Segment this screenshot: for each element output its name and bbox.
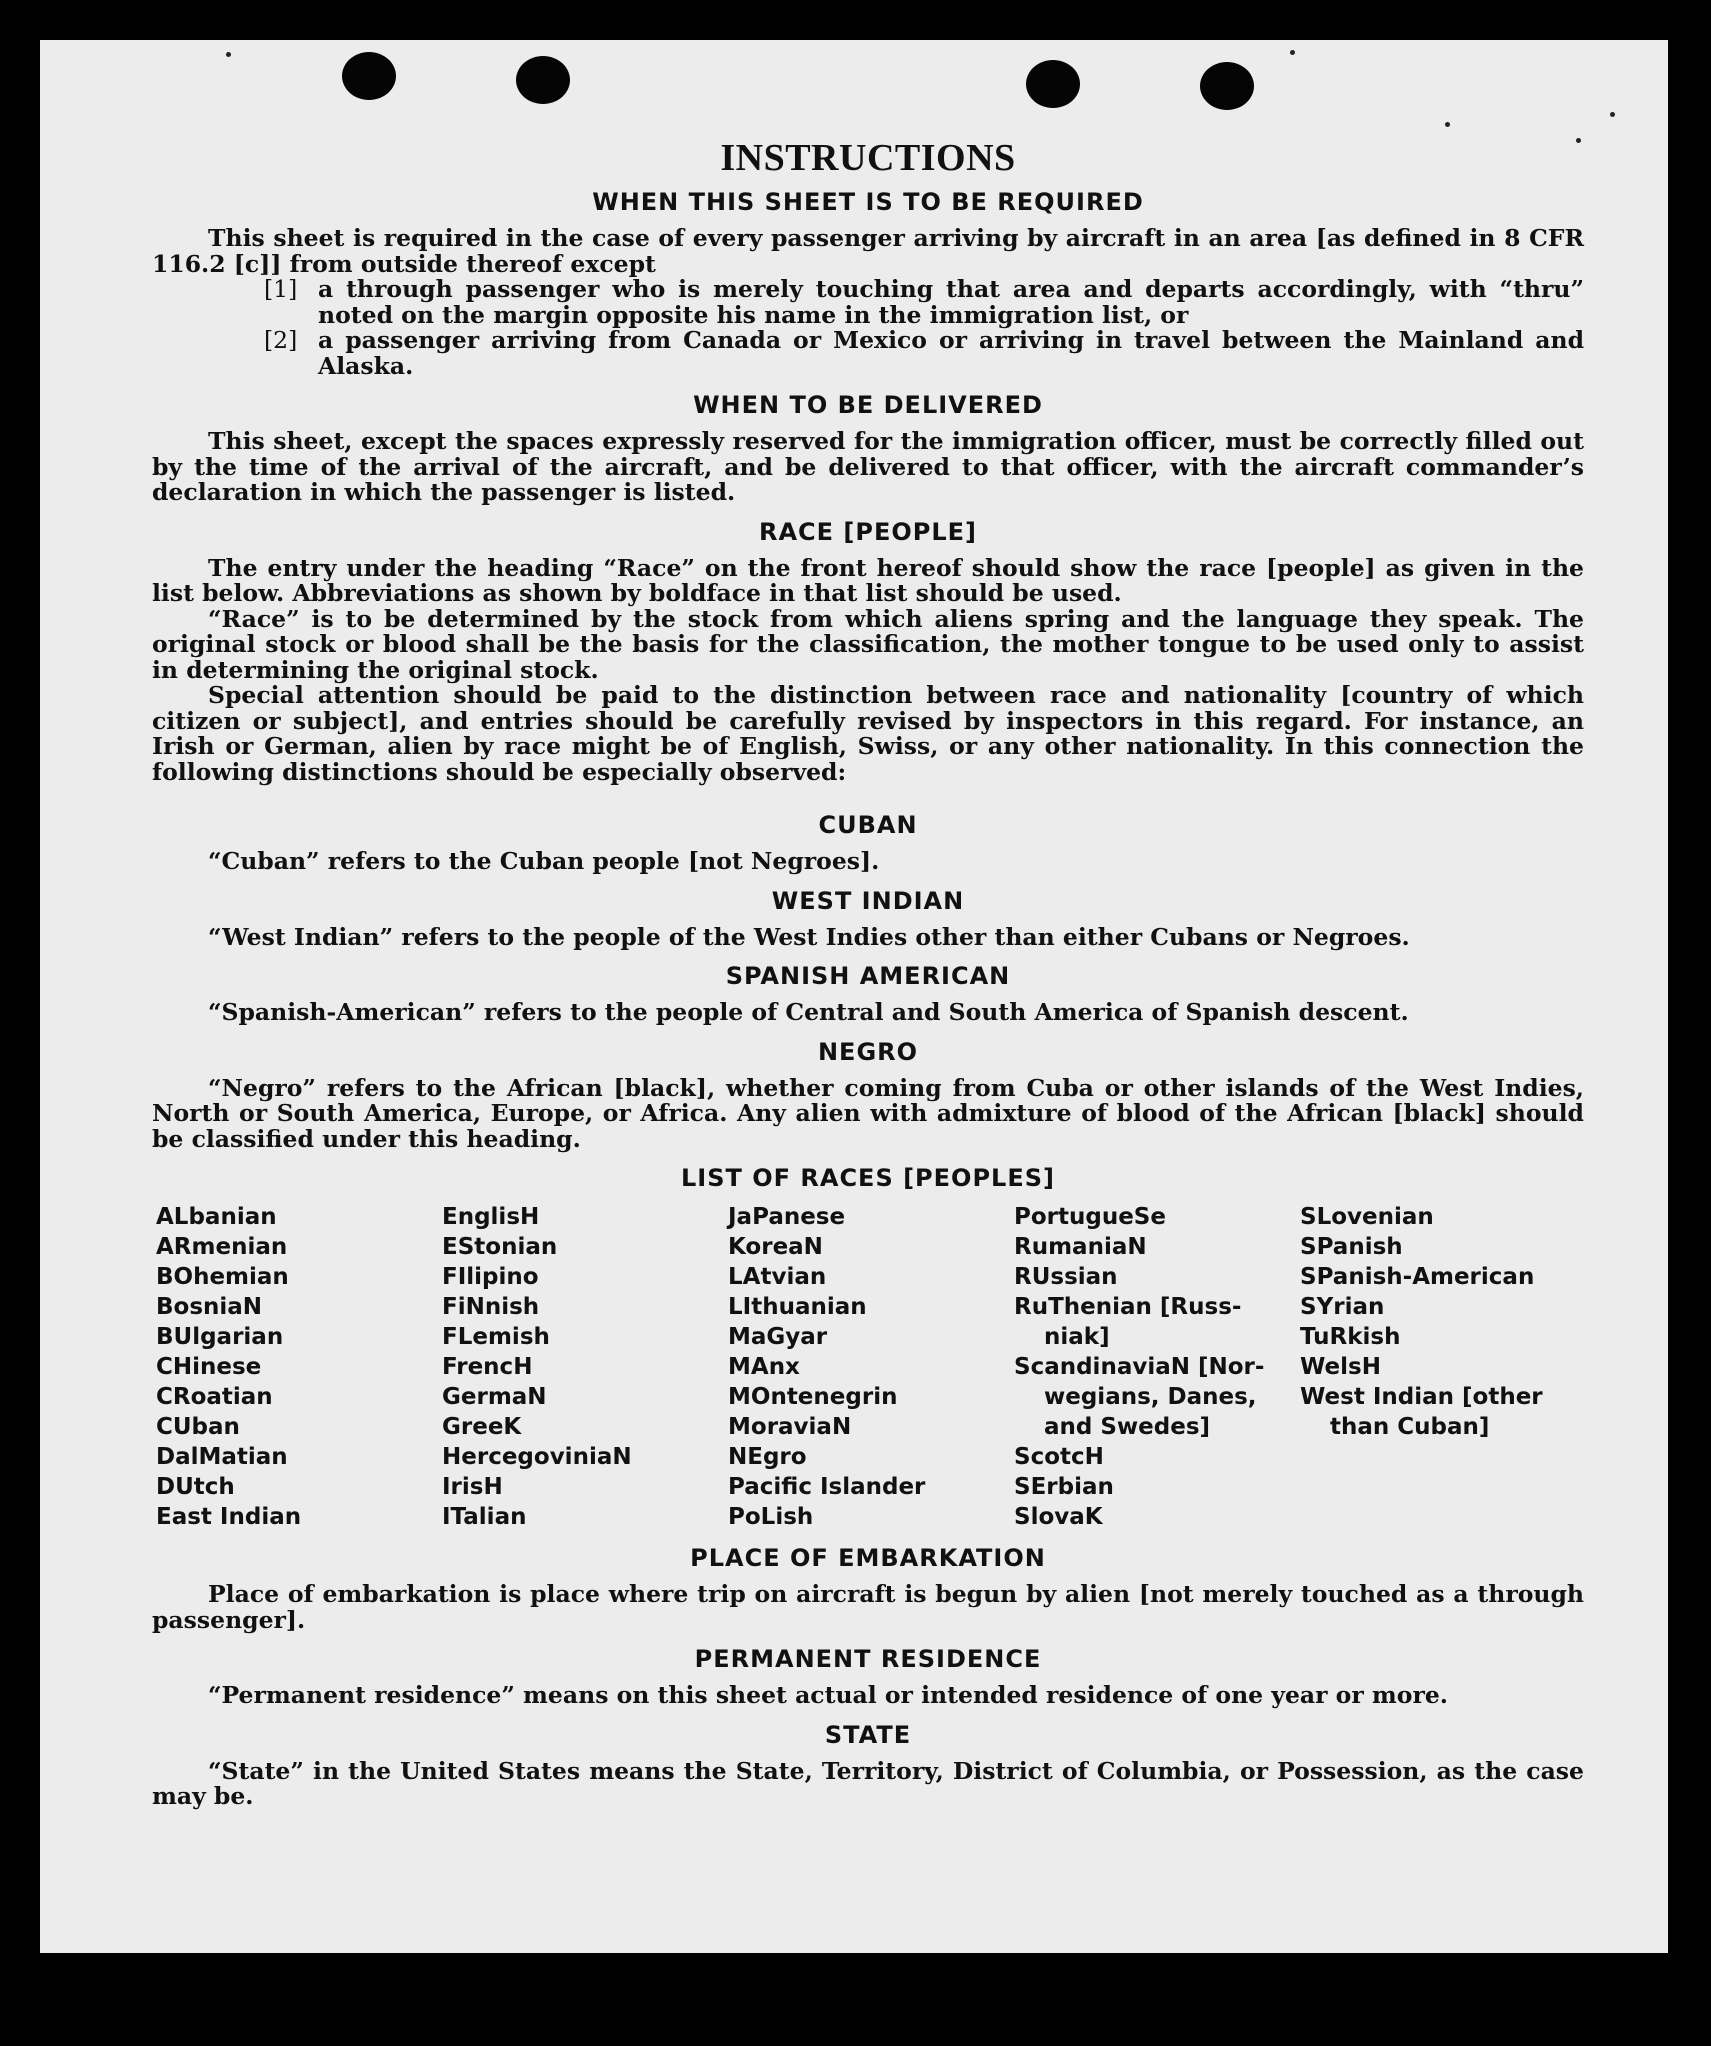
paragraph-when-required: This sheet is required in the case of every passenger arriving by aircraft in an area [as defined in 8 CFR 116.2 [c]] from outside thereof except: [152, 224, 1584, 278]
race-entry: HercegoviniaN: [442, 1444, 632, 1470]
race-entry: SLovenian: [1300, 1204, 1434, 1230]
race-entry: CRoatian: [156, 1384, 273, 1410]
speck: [1610, 112, 1615, 117]
race-entry: MAnx: [728, 1354, 800, 1380]
paragraph-when-delivered: This sheet, except the spaces expressly reserved for the immigration officer, must be correctly filled out by the time of the arrival of the aircraft, and be delivered to that officer, with the aircraft commander’s declaration in which the passenger is listed.: [152, 427, 1584, 506]
paragraph-race: The entry under the heading “Race” on the front hereof should show the race [people] as given in the list below. Abbreviations as shown by boldface in that list should be used.: [152, 553, 1584, 607]
race-entry: ARmenian: [156, 1234, 288, 1260]
race-entry: NEgro: [728, 1444, 807, 1470]
race-entry: ScotcH: [1014, 1444, 1104, 1470]
punch-hole: [342, 52, 396, 100]
paragraph-race: Special attention should be paid to the distinction between race and nationality [country of which citizen or subject], and entries should be carefully revised by inspectors in this regard. For instance, an Irish or German, alien by race might be of English, Swiss, or any other nationality. In this connection the following distinctions should be especially observed:: [152, 681, 1584, 786]
document-sheet: [40, 40, 1668, 1953]
race-entry: FrencH: [442, 1354, 533, 1380]
race-entry: KoreaN: [728, 1234, 823, 1260]
race-entry: West Indian [other: [1300, 1384, 1543, 1410]
exception-text: a passenger arriving from Canada or Mexico or arriving in travel between the Mainland and Alaska.: [318, 326, 1584, 380]
paragraph-cuban: “Cuban” refers to the Cuban people [not Negroes].: [208, 847, 880, 875]
race-entry: DUtch: [156, 1474, 235, 1500]
exception-number: [1]: [264, 275, 298, 303]
paragraph-spanish-american: “Spanish-American” refers to the people of Central and South America of Spanish descent.: [208, 998, 1409, 1026]
race-entry: GermaN: [442, 1384, 547, 1410]
race-entry: MaGyar: [728, 1324, 828, 1350]
race-entry: EStonian: [442, 1234, 558, 1260]
paragraph-permanent-residence: “Permanent residence” means on this sheet actual or intended residence of one year or more.: [208, 1681, 1448, 1709]
race-column: [1296, 1202, 1582, 1532]
race-entry: Pacific Islander: [728, 1474, 926, 1500]
race-entry: RuThenian [Russ-: [1014, 1294, 1242, 1320]
race-entry: JaPanese: [728, 1204, 846, 1230]
heading-west-indian: WEST INDIAN: [771, 886, 965, 915]
race-entry: LAtvian: [728, 1264, 827, 1290]
race-entry: IrisH: [442, 1474, 503, 1500]
speck: [1290, 50, 1295, 55]
race-entry: BUlgarian: [156, 1324, 284, 1350]
race-entry: SErbian: [1014, 1474, 1114, 1500]
heading-embarkation: PLACE OF EMBARKATION: [690, 1544, 1046, 1572]
speck: [226, 52, 231, 57]
race-entry: MoraviaN: [728, 1414, 852, 1440]
heading-cuban: CUBAN: [818, 811, 918, 839]
heading-spanish-american: SPANISH AMERICAN: [725, 962, 1011, 990]
race-column: [1010, 1202, 1296, 1532]
race-entry: MOntenegrin: [728, 1384, 898, 1410]
race-entry: and Swedes]: [1044, 1414, 1211, 1440]
race-list: [152, 1202, 1584, 1532]
race-entry: ITalian: [442, 1504, 527, 1530]
race-entry: BosniaN: [156, 1294, 263, 1320]
race-column: [152, 1202, 438, 1532]
paragraph-negro: “Negro” refers to the African [black], whether coming from Cuba or other islands of the West Indies, North or South America, Europe, or Africa. Any alien with admixture of blood of the African [black] should be classified under this heading.: [152, 1073, 1584, 1153]
heading-when-delivered: WHEN TO BE DELIVERED: [693, 391, 1043, 419]
race-column: [724, 1202, 1010, 1532]
race-entry: RumaniaN: [1014, 1234, 1147, 1260]
instructions-content: [152, 136, 1584, 1810]
race-entry: SlovaK: [1014, 1504, 1103, 1530]
punch-hole: [1200, 62, 1254, 110]
paragraph-embarkation: Place of embarkation is place where trip on aircraft is begun by alien [not merely touched as a through passenger].: [152, 1580, 1584, 1634]
race-entry: CUban: [156, 1414, 240, 1440]
heading-negro: NEGRO: [817, 1037, 919, 1066]
race-entry: TuRkish: [1300, 1324, 1401, 1350]
paragraph-race: “Race” is to be determined by the stock from which aliens spring and the language they speak. The original stock or blood shall be the basis for the classification, the mother tongue to be used only to assist in determining the original stock.: [152, 604, 1584, 684]
heading-permanent-residence: PERMANENT RESIDENCE: [694, 1645, 1042, 1673]
heading-when-required: WHEN THIS SHEET IS TO BE REQUIRED: [592, 188, 1144, 216]
speck: [1445, 122, 1450, 127]
heading-state: STATE: [824, 1720, 912, 1749]
race-entry: FiNnish: [442, 1294, 540, 1320]
race-entry: SPanish-American: [1300, 1264, 1535, 1290]
paragraph-west-indian: “West Indian” refers to the people of the West Indies other than either Cubans or Negroes.: [208, 922, 1410, 951]
heading-list-of-races: LIST OF RACES [PEOPLES]: [681, 1164, 1055, 1192]
race-entry: SPanish: [1300, 1234, 1403, 1260]
race-entry: SYrian: [1300, 1294, 1385, 1320]
race-entry: wegians, Danes,: [1044, 1384, 1257, 1410]
heading-race: RACE [PEOPLE]: [758, 517, 978, 546]
race-entry: FIlipino: [442, 1264, 539, 1290]
exception-item: [264, 277, 1584, 328]
race-entry: EnglisH: [442, 1204, 540, 1230]
paragraph-state: “State” in the United States means the State, Territory, District of Columbia, or Possession, as the case may be.: [152, 1756, 1584, 1810]
race-entry: DalMatian: [156, 1444, 288, 1470]
race-entry: RUssian: [1014, 1264, 1118, 1290]
race-entry: PortugueSe: [1014, 1204, 1166, 1230]
race-entry: GreeK: [442, 1414, 522, 1440]
document-title: INSTRUCTIONS: [720, 137, 1016, 179]
exception-text: a through passenger who is merely touching that area and departs accordingly, with “thru” noted on the margin opposite his name in the immigration list, or: [318, 275, 1584, 329]
race-entry: East Indian: [156, 1504, 302, 1530]
race-entry: LIthuanian: [728, 1294, 867, 1320]
race-entry: BOhemian: [156, 1264, 289, 1290]
race-entry: PoLish: [728, 1504, 814, 1530]
race-entry: CHinese: [156, 1354, 262, 1380]
race-entry: WelsH: [1300, 1354, 1381, 1380]
punch-hole: [516, 56, 570, 104]
race-entry: than Cuban]: [1330, 1414, 1490, 1440]
exception-item: [264, 328, 1584, 379]
race-entry: niak]: [1044, 1324, 1110, 1350]
race-entry: FLemish: [442, 1324, 550, 1350]
punch-hole: [1026, 60, 1080, 108]
exception-number: [2]: [264, 326, 298, 354]
race-entry: ALbanian: [156, 1204, 277, 1230]
race-column: [438, 1202, 724, 1532]
race-entry: ScandinaviaN [Nor-: [1014, 1354, 1265, 1380]
